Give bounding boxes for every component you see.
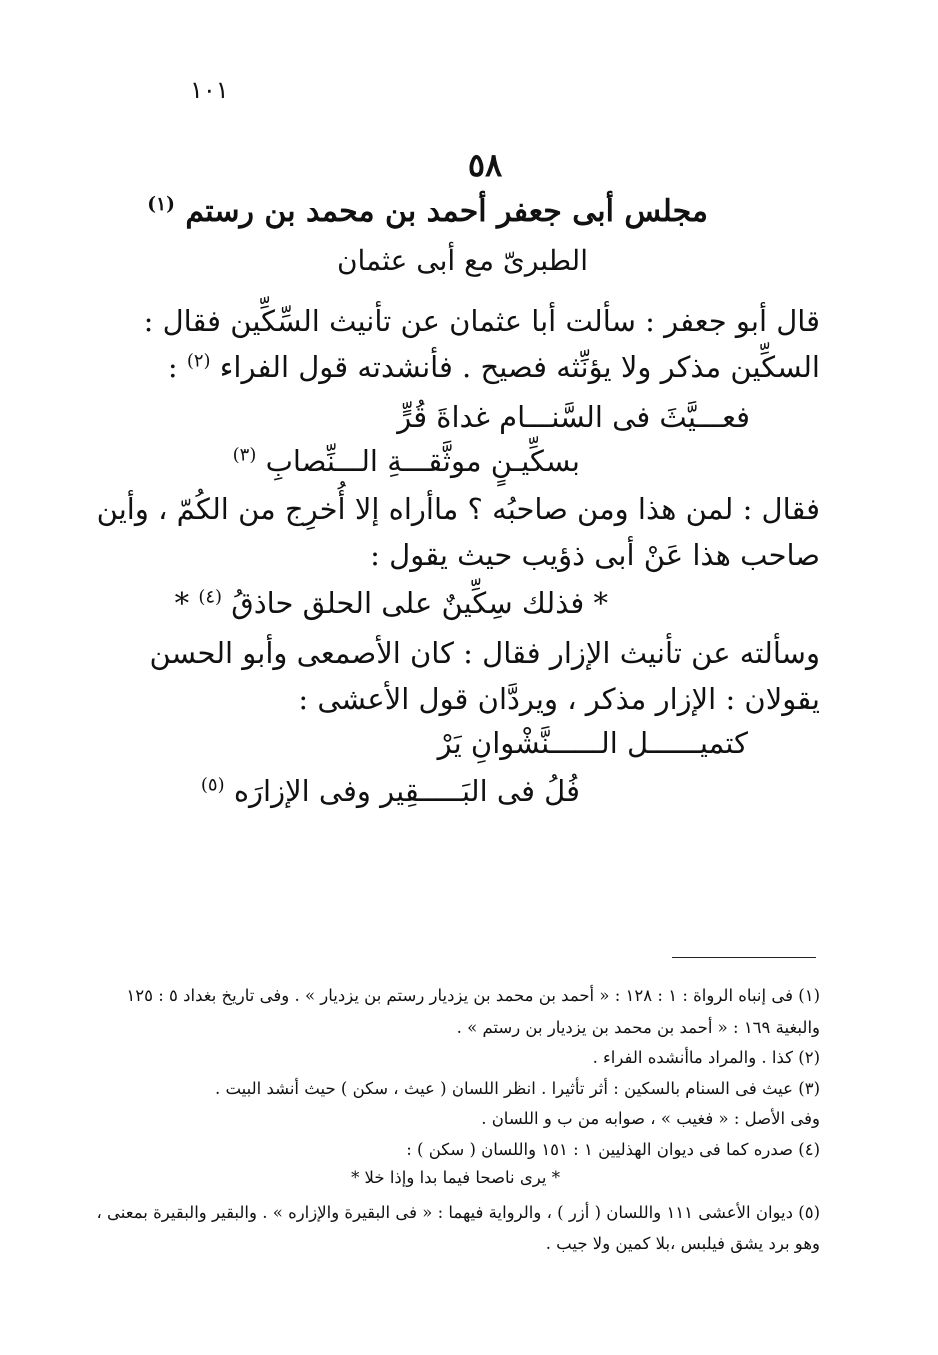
verse-line: فعـــيَّثَ فى السَّنـــام غداةَ قُرٍّ (397, 400, 750, 434)
footnote-line: * يرى ناصحا فيما بدا وإذا خلا * (351, 1168, 560, 1187)
footnote-line: وهو برد يشق فيلبس ،بلا كمين ولا جيب . (545, 1234, 820, 1253)
body-text: السكِّين مذكر ولا يؤنِّثه فصيح . فأنشدته قول الفراء (219, 350, 820, 384)
footnote-line: وفى الأصل : « فغيب » ، صوابه من ب و اللسان . (481, 1109, 820, 1128)
footnote-ref-3: (٣) (232, 444, 257, 466)
footnote-ref-1: (١) (147, 194, 175, 215)
verse-line: كتميــــــل الــــــنَّشْوانِ يَرْ (437, 726, 748, 760)
footnote-line: (٢) كذا . والمراد ماأنشده الفراء . (592, 1048, 820, 1067)
verse-line (201, 774, 580, 808)
body-line: قال أبو جعفر : سألت أبا عثمان عن تأنيث السِّكِّين فقال : (143, 304, 820, 338)
verse-text: فُلُ فى البَـــــقِير وفى الإزارَه (233, 774, 580, 808)
body-line: وسألته عن تأنيث الإزار فقال : كان الأصمعى وأبو الحسن (149, 636, 820, 670)
footnote-ref-2: (٢) (186, 350, 211, 372)
page-subtitle: الطبرىّ مع أبى عثمان (336, 244, 588, 277)
footnote-line: (٥) ديوان الأعشى ١١١ واللسان ( أزر ) ، والرواية فيهما : « فى البقيرة والإزاره » . والبقير والبقيرة بمعنى ، (96, 1203, 820, 1222)
body-line: يقولان : الإزار مذكر ، ويردَّان قول الأعشى : (298, 682, 820, 716)
verse-line (233, 444, 580, 478)
body-line: فقال : لمن هذا ومن صاحبُه ؟ ماأراه إلا أُخرِج من الكُمّ ، وأين (96, 492, 820, 526)
verse-line (175, 586, 608, 620)
page-number: ١٠١ (190, 76, 229, 104)
verse-text: بسكِّيـنٍ موثَّقـــةِ الـــنِّصابِ (265, 444, 580, 478)
body-line: صاحب هذا عَنْ أبى ذؤيب حيث يقول : (370, 538, 820, 572)
colon: : (167, 350, 178, 384)
footnote-ref-4: (٤) (198, 586, 223, 608)
verse-star: * (174, 586, 190, 620)
footnote-ref-5: (٥) (200, 774, 225, 796)
footnote-line: (٤) صدره كما فى ديوان الهذليين ١ : ١٥١ واللسان ( سكن ) : (406, 1140, 820, 1159)
footnote-line: والبغية ١٦٩ : « أحمد بن محمد بن يزديار بن رستم » . (456, 1018, 820, 1037)
footnote-line: (١) فى إنباه الرواة : ١ : ١٢٨ : « أحمد بن محمد بن يزديار رستم بن يزديار » . وفى تاريخ بغداد ٥ : ١٢٥ (126, 986, 820, 1005)
footnote-separator (672, 957, 816, 958)
verse-text: * فذلك سِكِّينٌ على الحلق حاذقُ (231, 586, 608, 620)
chapter-number: ٥٨ (467, 146, 503, 184)
body-line (168, 350, 820, 384)
footnote-line: (٣) عيث فى السنام بالسكين : أثر تأثيرا . انظر اللسان ( عيث ، سكن ) حيث أنشد البيت . (214, 1079, 820, 1098)
page-title (147, 194, 708, 229)
title-text: مجلس أبى جعفر أحمد بن محمد بن رستم (185, 194, 708, 229)
